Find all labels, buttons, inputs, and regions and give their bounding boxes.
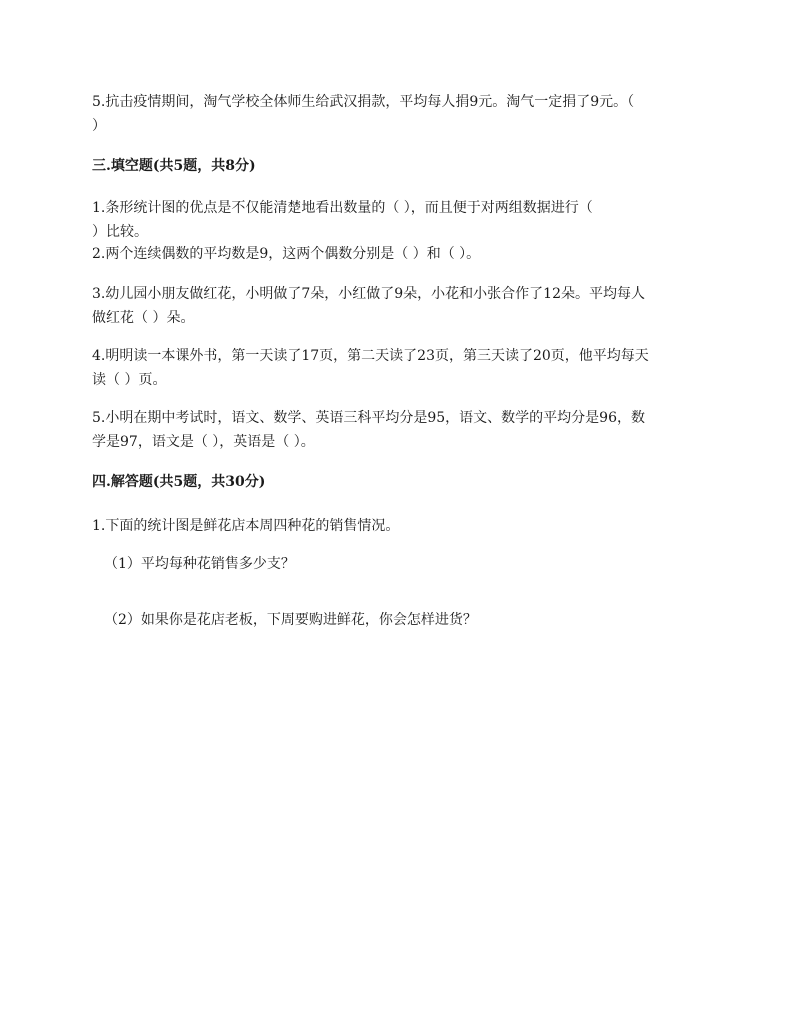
fill-question-5	[92, 406, 702, 454]
question-text-line: ）	[92, 118, 106, 134]
answer-subquestion-2: （2）如果你是花店老板，下周要购进鲜花，你会怎样进货？	[104, 612, 477, 628]
question-text-line: 学是97，语文是（ ），英语是（ ）。	[92, 434, 315, 450]
fill-question-2	[92, 242, 702, 266]
question-text-line: 3.幼儿园小朋友做红花，小明做了7朵，小红做了9朵，小花和小张合作了12朵。平均每人	[92, 286, 645, 302]
question-text-line: 4.明明读一本课外书，第一天读了17页，第二天读了23页，第三天读了20页，他平均每天	[92, 348, 649, 364]
answer-question-1	[92, 514, 702, 538]
question-text-line: ）比较。	[92, 224, 148, 240]
fill-question-3	[92, 282, 702, 330]
question-text-line: 1.下面的统计图是鲜花店本周四种花的销售情况。	[92, 518, 400, 534]
section-heading-fill-in: 三.填空题(共5题，共8分)	[92, 158, 256, 174]
question-text-line: 读（ ）页。	[92, 372, 167, 388]
question-text-line: 5.抗击疫情期间，淘气学校全体师生给武汉捐款，平均每人捐9元。淘气一定捐了9元。（	[92, 94, 635, 110]
section-heading-answer: 四.解答题(共5题，共30分)	[92, 474, 266, 490]
question-text-line: 做红花（ ）朵。	[92, 310, 195, 326]
question-text-line: 1.条形统计图的优点是不仅能清楚地看出数量的（ ），而且便于对两组数据进行（	[92, 200, 593, 216]
judge-question-5	[92, 90, 702, 138]
fill-question-4	[92, 344, 702, 392]
fill-question-1	[92, 196, 702, 244]
question-text-line: 5.小明在期中考试时，语文、数学、英语三科平均分是95，语文、数学的平均分是96，数	[92, 410, 645, 426]
question-text-line: 2.两个连续偶数的平均数是9，这两个偶数分别是（ ）和（ ）。	[92, 246, 481, 262]
answer-subquestion-1: （1）平均每种花销售多少支？	[104, 556, 295, 572]
